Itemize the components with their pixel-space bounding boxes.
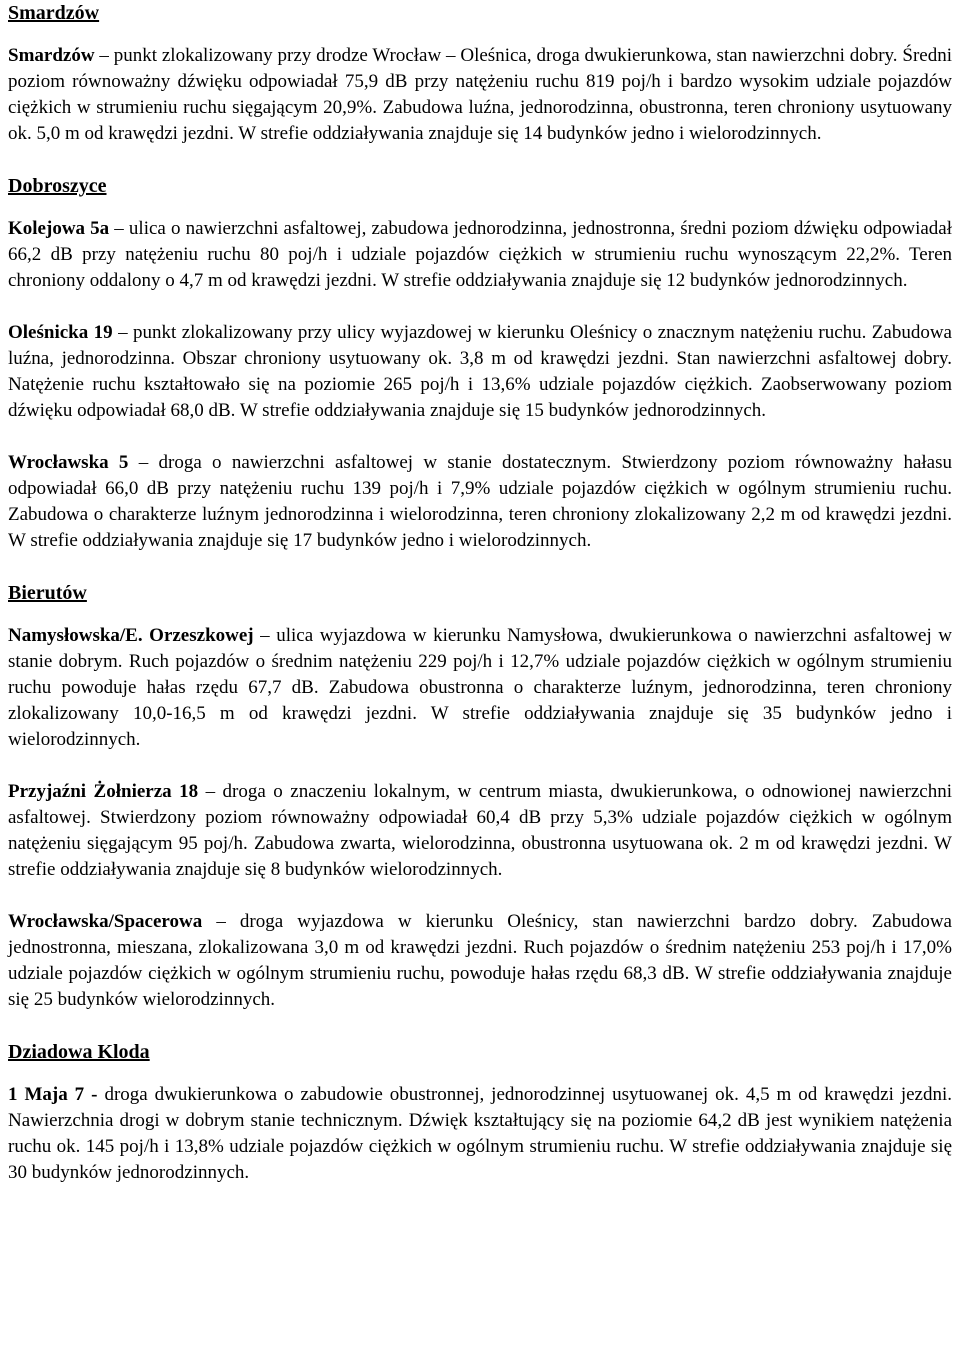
paragraph-text: droga dwukierunkowa o zabudowie obustronnej, jednorodzinnej usytuowanej ok. 4,5 m od krawędzi jezdni. Nawierzchnia drogi w dobrym stanie technicznym. Dźwięk kształtujący się na poziomie 64,2 dB jest wynikiem natężenia ruchu ok. 145 poj/h i 13,8% udziale pojazdów ciężkich w ogólnym strumieniu ruchu. W strefie oddziaływania znajduje się 30 budynków jednorodzinnych.	[8, 1084, 952, 1183]
paragraph-kolejowa-5a	[8, 216, 952, 294]
paragraph-lead: Wrocławska/Spacerowa	[8, 911, 203, 932]
paragraph-text: – ulica o nawierzchni asfaltowej, zabudowa jednorodzinna, jednostronna, średni poziom dźwięku odpowiadał 66,2 dB przy natężeniu ruchu 80 poj/h i udziale pojazdów ciężkich w strumieniu ruchu wynoszącym 22,2%. Teren chroniony oddalony o 4,7 m od krawędzi jezdni. W strefie oddziaływania znajduje się 12 budynków jednorodzinnych.	[8, 218, 953, 291]
section-heading-dobroszyce: Dobroszyce	[8, 175, 107, 197]
section-heading-bierutow: Bierutów	[8, 582, 87, 604]
paragraph-lead: 1 Maja 7 -	[8, 1084, 98, 1105]
section-heading-smardzow: Smardzów	[8, 2, 100, 24]
paragraph-text: – ulica wyjazdowa w kierunku Namysłowa, dwukierunkowa o nawierzchni asfaltowej w stanie dobrym. Ruch pojazdów o średnim natężeniu 229 poj/h i 12,7% udziale pojazdów ciężkich w ogólnym strumieniu ruchu powoduje hałas rzędu 67,7 dB. Zabudowa obustronna o charakterze luźnym, jednorodzinna, teren chroniony zlokalizowany 10,0-16,5 m od krawędzi jezdni. W strefie oddziaływania znajduje się 35 budynków jedno i wielorodzinnych.	[8, 625, 952, 750]
paragraph-lead: Smardzów	[8, 45, 95, 66]
paragraph-lead: Przyjaźni Żołnierza 18	[8, 781, 199, 802]
paragraph-lead: Wrocławska 5	[8, 452, 129, 473]
paragraph-przyjazni-zolnierza	[8, 779, 952, 883]
paragraph-smardzow	[8, 43, 952, 147]
section-heading-dziadowa-kloda: Dziadowa Kloda	[8, 1041, 150, 1063]
paragraph-lead: Oleśnicka 19	[8, 322, 113, 343]
paragraph-1-maja-7	[8, 1082, 952, 1186]
paragraph-wroclawska-5	[8, 450, 952, 554]
paragraph-olesnicka-19	[8, 320, 952, 424]
paragraph-lead: Namysłowska/E. Orzeszkowej	[8, 625, 254, 646]
paragraph-lead: Kolejowa 5a	[8, 218, 110, 239]
paragraph-text: – droga wyjazdowa w kierunku Oleśnicy, stan nawierzchni bardzo dobry. Zabudowa jednostronna, mieszana, zlokalizowana 3,0 m od krawędzi jezdni. Ruch pojazdów o średnim natężeniu 253 poj/h i 17,0% udziale pojazdów ciężkich w ogólnym strumieniu ruchu, powoduje hałas rzędu 68,3 dB. W strefie oddziaływania znajduje się 25 budynków wielorodzinnych.	[8, 911, 952, 1010]
paragraph-namyslowska	[8, 623, 952, 753]
paragraph-text: – droga o nawierzchni asfaltowej w stanie dostatecznym. Stwierdzony poziom równoważny hałasu odpowiadał 66,0 dB przy natężeniu ruchu 139 poj/h i 7,9% udziale pojazdów ciężkich w ogólnym strumieniu ruchu. Zabudowa o charakterze luźnym jednorodzinna i wielorodzinna, teren chroniony zlokalizowany 2,2 m od krawędzi jezdni. W strefie oddziaływania znajduje się 17 budynków jedno i wielorodzinnych.	[8, 452, 953, 551]
paragraph-text: – punkt zlokalizowany przy ulicy wyjazdowej w kierunku Oleśnicy o znacznym natężeniu ruchu. Zabudowa luźna, jednorodzinna. Obszar chroniony usytuowany ok. 3,8 m od krawędzi jezdni. Stan nawierzchni asfaltowej dobry. Natężenie ruchu kształtowało się na poziomie 265 poj/h i 13,6% udziale pojazdów ciężkich. Zaobserwowany poziom dźwięku odpowiadał 68,0 dB. W strefie oddziaływania znajduje się 15 budynków jednorodzinnych.	[8, 322, 952, 421]
paragraph-text: – droga o znaczeniu lokalnym, w centrum miasta, dwukierunkowa, o odnowionej nawierzchni asfaltowej. Stwierdzony poziom równoważny odpowiadał 60,4 dB przy 5,3% udziale pojazdów ciężkich w ogólnym natężeniu sięgającym 95 poj/h. Zabudowa zwarta, wielorodzinna, obustronna usytuowana ok. 2 m od krawędzi jezdni. W strefie oddziaływania znajduje się 8 budynków wielorodzinnych.	[8, 781, 952, 880]
paragraph-text: – punkt zlokalizowany przy drodze Wrocław – Oleśnica, droga dwukierunkowa, stan nawierzchni dobry. Średni poziom równoważny dźwięku odpowiadał 75,9 dB przy natężeniu ruchu 819 poj/h i bardzo wysokim udziale pojazdów ciężkich w strumieniu ruchu sięgającym 20,9%. Zabudowa luźna, jednorodzinna, obustronna, teren chroniony usytuowany ok. 5,0 m od krawędzi jezdni. W strefie oddziaływania znajduje się 14 budynków jedno i wielorodzinnych.	[8, 45, 952, 144]
paragraph-wroclawska-spacerowa	[8, 909, 952, 1013]
